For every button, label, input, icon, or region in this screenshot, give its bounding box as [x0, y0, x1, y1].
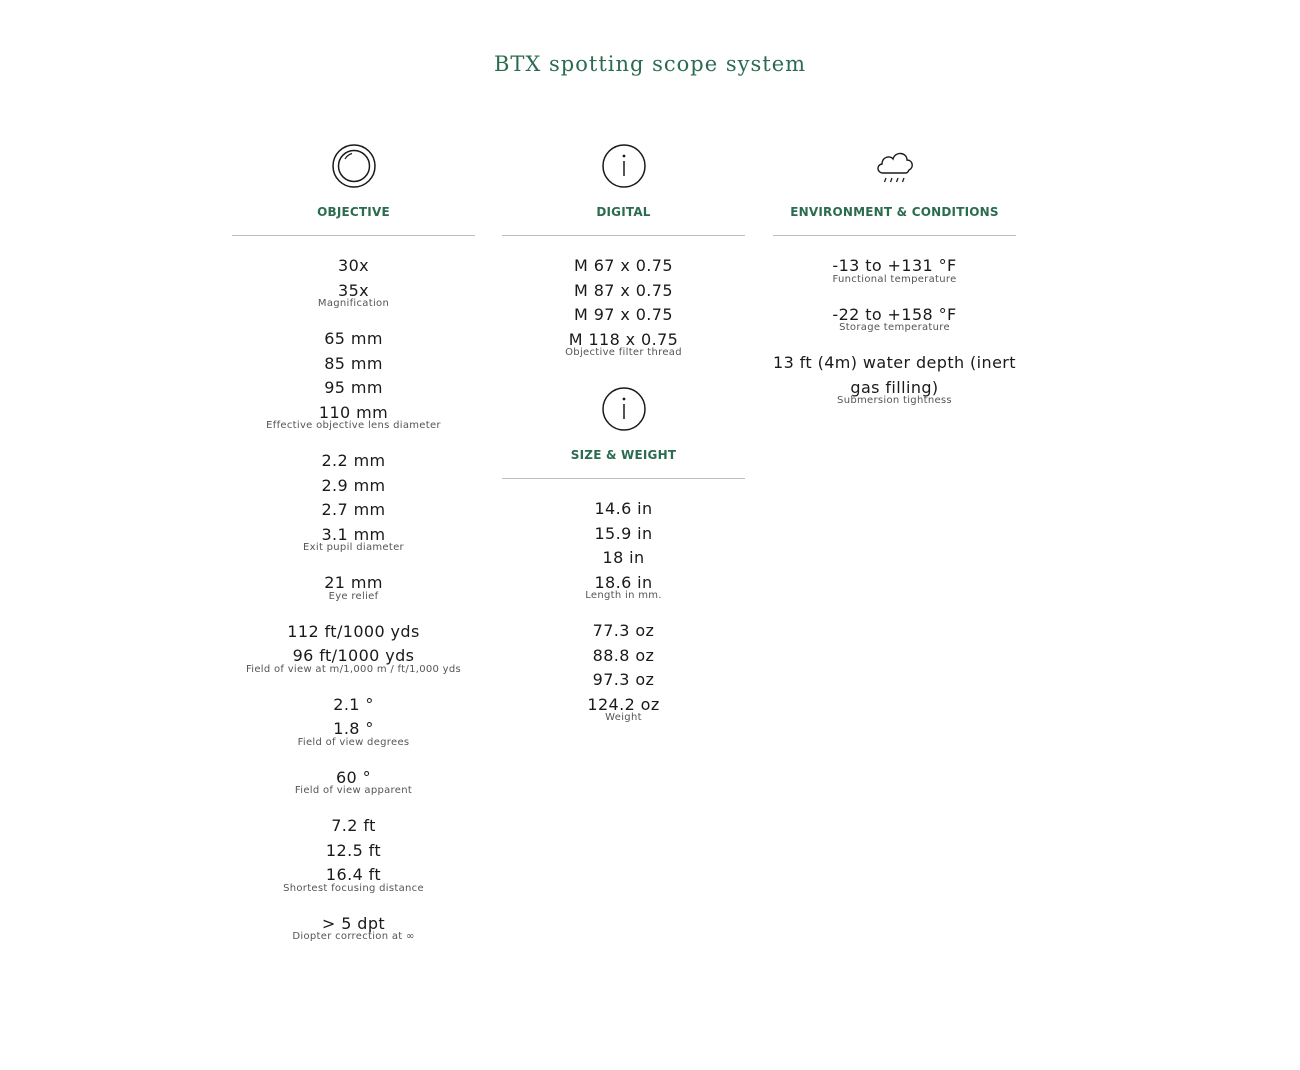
spec-value: -13 to +131 °F [832, 256, 957, 275]
spec-item [773, 254, 1016, 285]
spec-value: 15.9 in [594, 523, 653, 543]
page-title: BTX spotting scope system [493, 52, 807, 76]
spec-item [773, 303, 1016, 334]
lens-icon [331, 143, 377, 189]
spec-label: Functional temperature [832, 273, 957, 285]
spec-value: 88.8 oz [592, 645, 655, 665]
spec-value: 85 mm [324, 353, 383, 373]
spec-value: 97.3 oz [592, 670, 655, 689]
spec-value: M 118 x 0.75 [568, 329, 679, 349]
objective-header [232, 143, 475, 236]
spec-value: 65 mm [324, 329, 383, 348]
spec-value: 18.6 in [594, 572, 653, 592]
size-weight-spec-list [502, 479, 745, 723]
spec-item [502, 497, 745, 601]
spec-value: 14.6 in [594, 499, 653, 518]
spec-item [232, 254, 475, 309]
spec-label: Storage temperature [839, 322, 950, 333]
spec-item [232, 620, 475, 675]
spec-item [232, 449, 475, 553]
spec-label: Exit pupil diameter [303, 542, 404, 553]
spec-label: Magnification [317, 298, 390, 309]
spec-value: 60 ° [335, 767, 372, 787]
spec-value: 13 ft (4m) water depth (inert gas filling) [773, 353, 1016, 397]
spec-label: Diopter correction at ∞ [292, 931, 415, 942]
spec-value: 30x [337, 256, 370, 275]
spec-value: 95 mm [324, 378, 383, 397]
spec-item [773, 351, 1016, 406]
spec-value: -22 to +158 °F [832, 304, 957, 324]
objective-title: OBJECTIVE [317, 205, 390, 219]
spec-label: Field of view apparent [294, 785, 413, 796]
spec-item [232, 327, 475, 431]
rain-cloud-icon [872, 143, 918, 189]
spec-value: 7.2 ft [331, 816, 376, 835]
spec-item [232, 814, 475, 894]
spec-value: 1.8 ° [333, 719, 374, 738]
spec-label: Submersion tightness [837, 395, 952, 406]
spec-label: Field of view at m/1,000 m / ft/1,000 yds [245, 663, 462, 675]
spec-value: > 5 dpt [321, 913, 386, 933]
digital-spec-list [502, 236, 745, 358]
spec-value: 35x [337, 280, 370, 300]
spec-item [232, 693, 475, 748]
spec-item [502, 619, 745, 723]
spec-value: 12.5 ft [325, 840, 382, 860]
spec-value: 96 ft/1000 yds [292, 646, 415, 665]
spec-value: 110 mm [318, 402, 389, 422]
spec-value: M 67 x 0.75 [574, 256, 673, 275]
spec-item [232, 912, 475, 943]
spec-value: 2.2 mm [321, 451, 386, 470]
spec-value: M 97 x 0.75 [574, 305, 673, 324]
size-weight-header [502, 386, 745, 479]
spec-value: 124.2 oz [587, 694, 660, 714]
digital-column [502, 143, 745, 741]
spec-label: Effective objective lens diameter [266, 420, 441, 431]
objective-column [232, 143, 475, 960]
spec-item [502, 254, 745, 358]
info-icon [601, 143, 647, 189]
size-weight-section [502, 386, 745, 723]
spec-label: Length in mm. [585, 590, 662, 601]
spec-label: Shortest focusing distance [283, 882, 424, 894]
digital-title: DIGITAL [596, 205, 651, 219]
spec-value: 112 ft/1000 yds [287, 621, 420, 641]
spec-label: Weight [605, 712, 642, 723]
spec-value: 2.7 mm [321, 500, 386, 519]
spec-item [232, 766, 475, 797]
spec-value: M 87 x 0.75 [574, 280, 673, 300]
spec-value: 18 in [602, 548, 645, 567]
environment-spec-list [773, 236, 1016, 406]
environment-column [773, 143, 1016, 424]
spec-label: Eye relief [328, 590, 379, 602]
spec-value: 77.3 oz [592, 621, 655, 640]
environment-title: ENVIRONMENT & CONDITIONS [790, 205, 999, 219]
info-icon [601, 386, 647, 432]
digital-header [502, 143, 745, 236]
spec-value: 21 mm [324, 573, 383, 592]
spec-value: 2.9 mm [321, 475, 386, 495]
spec-label: Objective filter thread [565, 347, 682, 358]
size-weight-title: SIZE & WEIGHT [570, 448, 677, 462]
spec-label: Field of view degrees [297, 736, 410, 748]
spec-value: 2.1 ° [333, 694, 374, 714]
objective-spec-list [232, 236, 475, 942]
spec-item [232, 571, 475, 602]
spec-value: 16.4 ft [325, 865, 382, 884]
spec-value: 3.1 mm [321, 524, 386, 544]
environment-header [773, 143, 1016, 236]
